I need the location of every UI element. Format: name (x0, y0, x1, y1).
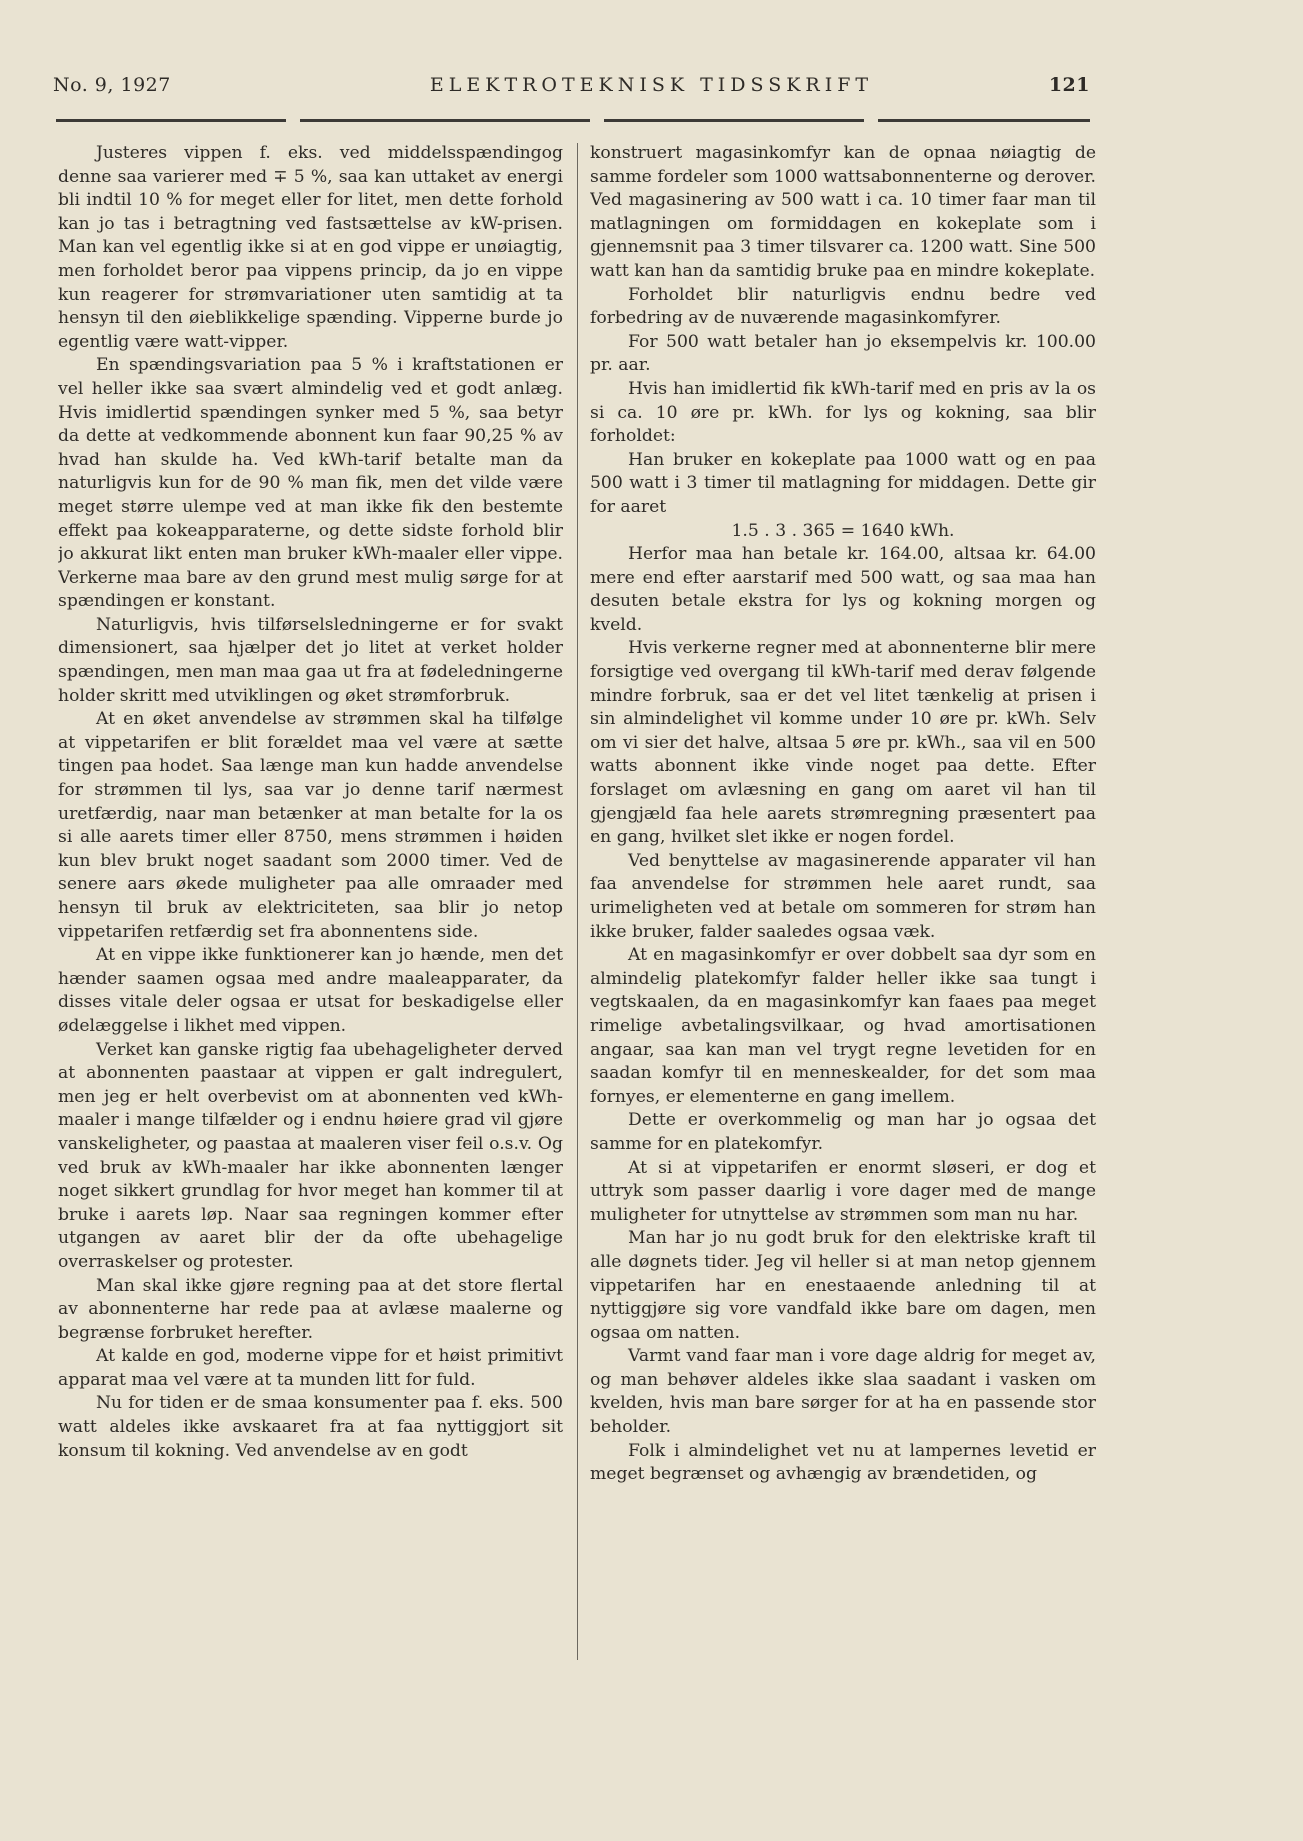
header-rule (56, 119, 286, 122)
issue-number: No. 9, 1927 (53, 74, 171, 96)
paragraph: At en vippe ikke funktionerer kan jo hænde, men det hænder saamen ogsaa med andre maaleapparater, da disses vitale deler ogsaa er utsat for beskadigelse eller ødelæggelse i likhet med vippen. (58, 945, 563, 1036)
paragraph: For 500 watt betaler han jo eksempelvis kr. 100.00 pr. aar. (590, 331, 1096, 376)
left-text-column (58, 142, 563, 1672)
paragraph: Herfor maa han betale kr. 164.00, altsaa kr. 64.00 mere end efter aarstarif med 500 watt, og saa maa han desuten betale ekstra for lys og kokning morgen og kveld. (590, 544, 1096, 635)
paragraph: Varmt vand faar man i vore dage aldrig for meget av, og man behøver aldeles ikke slaa saadant i vasken om kvelden, hvis man bare sørger for at ha en passende stor beholder. (590, 1346, 1096, 1438)
header-rule (878, 119, 1090, 122)
paragraph: Man skal ikke gjøre regning paa at det store flertal av abonnenterne har rede paa at avlæse maalerne og begrænse forbruket herefter. (58, 1275, 563, 1343)
paragraph: konstruert magasinkomfyr kan de opnaa nøiagtig de samme fordeler som 1000 wattsabonnenterne og derover. Ved magasinering av 500 watt i ca. 10 timer faar man til matlagningen om formiddagen en kokeplate som i gjennemsnit paa 3 timer tilsvarer ca. 1200 watt. Sine 500 watt kan han da samtidig bruke paa en mindre kokeplate. (590, 143, 1096, 281)
paragraph: Naturligvis, hvis tilførselsledningerne er for svakt dimensionert, saa hjælper det jo litet at verket holder spændingen, men man maa gaa ut fra at fødeledningerne holder skritt med utviklingen og øket strømforbruk. (58, 614, 563, 706)
paragraph: Hvis verkerne regner med at abonnenterne blir mere forsigtige ved overgang til kWh-tarif med derav følgende mindre forbruk, saa er det vel litet tænkelig at prisen i sin almindelighet vil komme under 10 øre pr. kWh. Selv om vi sier det halve, altsaa 5 øre pr. kWh., saa vil en 500 watts abonnent ikke vinde noget paa dette. Efter forslaget om avlæsning en gang om aaret vil han til gjengjæld faa hele aarets strømregning præsentert paa en gang, hvilket slet ikke er nogen fordel. (590, 638, 1096, 848)
paragraph: Justeres vippen f. eks. ved middelsspændingog denne saa varierer med ∓ 5 %, saa kan uttaket av energi bli indtil 10 % for meget eller for litet, men dette forhold kan jo tas i betragtning ved fastsættelse av kW-prisen. Man kan vel egentlig ikke si at en god vippe er unøiagtig, men forholdet beror paa vippens princip, da jo en vippe kun reagerer for strømvariationer uten samtidig at ta hensyn til den øieblikkelige spænding. Vipperne burde jo egentlig være watt-vipper. (58, 143, 563, 352)
paragraph: At kalde en god, moderne vippe for et høist primitivt apparat maa vel være at ta munden litt for fuld. (58, 1346, 563, 1390)
paragraph: En spændingsvariation paa 5 % i kraftstationen er vel heller ikke saa svært almindelig ved et godt anlæg. Hvis imidlertid spændingen synker med 5 %, saa betyr da dette at vedkommende abonnent kun faar 90,25 % av hvad han skulde ha. Ved kWh-tarif betalte man da naturligvis kun for de 90 % man fik, men det vilde være meget større ulempe ved at man ikke fik den bestemte effekt paa kokeapparaterne, og dette sidste forhold blir jo akkurat likt enten man bruker kWh-maaler eller vippe. Verkerne maa bare av den grund mest mulig sørge for at spændingen er konstant. (58, 355, 563, 612)
header-rule (604, 119, 864, 122)
paragraph: At en magasinkomfyr er over dobbelt saa dyr som en almindelig platekomfyr falder heller ikke saa tungt i vegtskaalen, da en magasinkomfyr kan faaes paa meget rimelige avbetalingsvilkaar, og hvad amortisationen angaar, saa kan man vel trygt regne levetiden for en saadan komfyr til en menneskealder, for det som maa fornyes, er elementerne en gang imellem. (590, 945, 1096, 1107)
header-rule (300, 119, 590, 122)
paragraph: Han bruker en kokeplate paa 1000 watt og en paa 500 watt i 3 timer til matlagning for middagen. Dette gir for aaret (590, 449, 1096, 517)
paragraph: Forholdet blir naturligvis endnu bedre ved forbedring av de nuværende magasinkomfyrer. (590, 284, 1096, 329)
paragraph: Verket kan ganske rigtig faa ubehageligheter derved at abonnenten paastaar at vippen er galt indregulert, men jeg er helt overbevist om at abonnenten ved kWh-maaler i mange tilfælder og i endnu høiere grad vil gjøre vanskeligheter, og paastaa at maaleren viser feil o.s.v. Og ved bruk av kWh-maaler har ikke abonnenten længer noget sikkert grundlag for hvor meget han kommer til at bruke i aarets løp. Naar saa regningen kommer efter utgangen av aaret blir der da ofte ubehagelige overraskelser og protester. (58, 1039, 563, 1272)
paragraph: At si at vippetarifen er enormt sløseri, er dog et uttryk som passer daarlig i vore dager med de mange muligheter for utnyttelse av strømmen som man nu har. (590, 1157, 1096, 1225)
page-number: 121 (1048, 74, 1090, 96)
paragraph: Ved benyttelse av magasinerende apparater vil han faa anvendelse for strømmen hele aaret rundt, saa urimeligheten ved at betale om sommeren for strøm han ikke bruker, falder saaledes ogsaa væk. (590, 850, 1096, 942)
journal-title: ELEKTROTEKNISK TIDSSKRIFT (429, 74, 874, 96)
paragraph: Hvis han imidlertid fik kWh-tarif med en pris av la os si ca. 10 øre pr. kWh. for lys og kokning, saa blir forholdet: (590, 378, 1096, 447)
column-divider (577, 143, 578, 1660)
paragraph: Folk i almindelighet vet nu at lampernes levetid er meget begrænset og avhængig av brændetiden, og (590, 1440, 1096, 1485)
paragraph: Nu for tiden er de smaa konsumenter paa f. eks. 500 watt aldeles ikke avskaaret fra at faa nyttiggjort sit konsum til kokning. Ved anvendelse av en godt (58, 1393, 563, 1461)
formula: 1.5 . 3 . 365 = 1640 kWh. (731, 520, 955, 541)
paragraph: Dette er overkommelig og man har jo ogsaa det samme for en platekomfyr. (590, 1110, 1096, 1154)
right-text-column (590, 142, 1096, 1672)
paragraph: At en øket anvendelse av strømmen skal ha tilfølge at vippetarifen er blit forældet maa vel være at sætte tingen paa hodet. Saa længe man kun hadde anvendelse for strømmen til lys, saa var jo denne tarif nærmest uretfærdig, naar man betænker at man betalte for la os si alle aarets timer eller 8750, mens strømmen i høiden kun blev brukt noget saadant som 2000 timer. Ved de senere aars økede muligheter paa alle omraader med hensyn til bruk av elektriciteten, saa blir jo netop vippetarifen retfærdig set fra abonnentens side. (58, 709, 563, 942)
paragraph: Man har jo nu godt bruk for den elektriske kraft til alle døgnets tider. Jeg vil heller si at man netop gjennem vippetarifen har en enestaaende anledning til at nyttiggjøre sig vore vandfald ikke bare om dagen, men ogsaa om natten. (590, 1228, 1096, 1343)
